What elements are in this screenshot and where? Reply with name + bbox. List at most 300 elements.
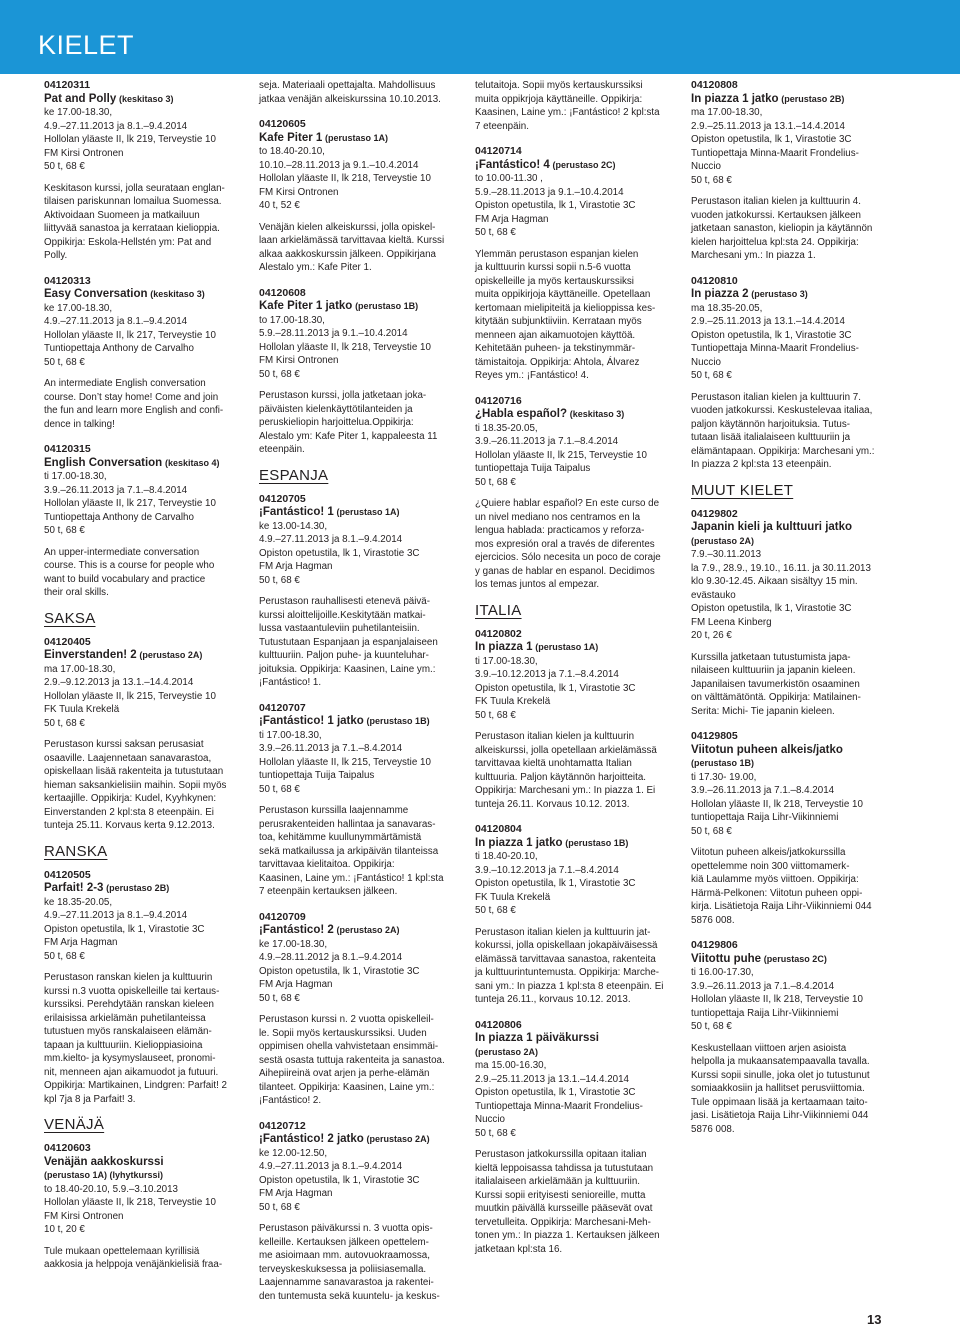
text-line: Hollolan yläaste II, lk 218, Terveystie 10	[259, 341, 431, 353]
text-line: Opiston opetustila, lk 1, Virastotie 3C	[691, 329, 852, 341]
text-line: opettelemme noin 300 viittomamerk-	[691, 860, 850, 872]
text-line: 3.9.–10.12.2013 ja 7.1.–8.4.2014	[475, 864, 619, 876]
text-line: jasi. Lisätietoja Raija Lihr-Viikinniemi 044	[691, 1110, 869, 1121]
text-line: 50 t, 68 €	[259, 368, 300, 380]
text-line: italialaiseen arkielämään ja kulttuuriin.	[475, 1176, 641, 1187]
text-line: Hollolan yläaste II, lk 215, Terveystie 10	[475, 449, 647, 461]
course-title	[44, 649, 240, 663]
course-level: (perustaso 1B)	[355, 301, 419, 311]
text-line: 4.9.–27.11.2013 ja 8.1.–9.4.2014	[259, 534, 403, 545]
text-line: mos expresión oral a través de diferentes	[475, 538, 655, 550]
course-title	[259, 1133, 455, 1147]
text-line: tuntiopettaja Raija Lihr-Viikinniemi	[691, 1007, 839, 1019]
course-title	[475, 837, 671, 851]
text-line: kirja. Lisätietoja Raija Lihr-Viikinniemi 044	[691, 901, 872, 912]
course-number: 04120709	[259, 910, 306, 923]
text-line: 5876 008.	[691, 1123, 735, 1135]
spacer	[259, 381, 455, 389]
text-line: Opiston opetustila, lk 1, Virastotie 3C	[475, 878, 636, 889]
course-title-text: Einverstanden! 2	[44, 649, 137, 661]
course-title	[691, 953, 887, 967]
text-line: tämistaitoja. Oppikirja: Ahtola, Álvarez	[475, 356, 640, 368]
text-line: kelleille. Kertauksen jälkeen opettelem-	[259, 1236, 429, 1248]
text-line: FM Arja Hagman	[475, 213, 549, 225]
text-line: sani ym.: In piazza 1 kpl:sta 8 eteenpäin. Ei	[475, 980, 664, 992]
text-line: Oppikirja: Eskola-Hellstén ym: Pat and	[44, 236, 212, 248]
text-line: ti 17.30- 19.00,	[691, 771, 757, 783]
text-line: Aihepiireinä ovat arjen ja perhe-elämän	[259, 1068, 430, 1079]
text-line: tutaan lisää italialaiseen kulttuuriin ja	[691, 432, 851, 443]
text-line: kurssi n.3 vuotta opiskelleille tai kertaus-	[44, 985, 220, 997]
text-line: Tuntiopettaja Anthony de Carvalho	[44, 343, 194, 354]
text-line: jatketaan sanaston, kieliopin ja käytännön	[691, 223, 873, 234]
text-line: Keskustellaan viittoen arjen asioista	[691, 1042, 847, 1054]
course-number: 04120603	[44, 1142, 91, 1154]
course-number: 04120405	[44, 635, 91, 648]
spacer	[259, 1108, 455, 1120]
text-line: Nuccio	[691, 356, 721, 368]
course-level: (perustaso 2B)	[106, 883, 170, 893]
text-line: alkeiskurssi, jolla opetellaan arkielämässä	[475, 744, 657, 756]
course-title	[259, 715, 455, 729]
text-line: la 7.9., 28.9., 19.10., 16.11. ja 30.11.2013	[691, 562, 871, 574]
text-line: tarvittavaa kielitaitoa. Oppikirja:	[259, 859, 395, 870]
text-line: Hollolan yläaste II, lk 218, Terveystie 10	[259, 173, 431, 184]
page-title: KIELET	[38, 30, 135, 60]
text-line: helpolla ja mukaansatempaavalla tavalla.	[691, 1056, 870, 1067]
course-level: (perustaso 2A)	[691, 535, 755, 546]
text-line: ja kulttuurin kurssi sopii n.5-6 vuotta	[475, 262, 631, 273]
text-line: FK Tuula Krekelä	[475, 891, 551, 903]
text-line: FM Kirsi Ontronen	[259, 355, 339, 366]
spacer	[691, 383, 887, 391]
course-title	[259, 132, 455, 146]
course-title-text: In piazza 1 päiväkurssi	[475, 1032, 600, 1044]
spacer	[691, 263, 887, 275]
course-level: (perustaso 2B)	[781, 93, 845, 104]
course-level: (perustaso 1A)	[336, 507, 400, 517]
spacer	[44, 1237, 240, 1245]
text-line: FM Leena Kinberg	[691, 616, 772, 628]
course-level: (perustaso 2A)	[366, 1134, 430, 1144]
text-line: Kehitetään puheen- ja tekstinymmär-	[475, 343, 636, 354]
text-line: 2.9.–9.12.2013 ja 13.1.–14.4.2014	[44, 677, 194, 688]
course-level: (perustaso 2A)	[475, 1046, 539, 1057]
text-line: Perustason rauhallisesti etenevä päivä-	[259, 596, 431, 607]
text-line: 50 t, 68 €	[475, 227, 516, 238]
text-line: me asioimaan mm. autovuokraamossa,	[259, 1250, 430, 1261]
text-line: muita oppikirjoja käyttäneille. Opetellaan	[475, 289, 651, 300]
text-line: Venäjän kielen alkeiskurssi, jolla opiskel-	[259, 221, 436, 233]
text-line: FM Kirsi Ontronen	[44, 147, 124, 159]
course-title-text: Kafe Piter 1 jatko	[259, 300, 353, 312]
spacer	[691, 1034, 887, 1042]
course-title	[691, 288, 887, 302]
course-number: 04129806	[691, 939, 738, 951]
spacer	[691, 643, 887, 651]
section-heading: SAKSA	[44, 609, 96, 627]
course-number: 04120311	[44, 79, 91, 91]
text-line: FM Arja Hagman	[44, 937, 118, 948]
course-title-text: In piazza 1	[475, 641, 533, 653]
text-line: Opiston opetustila, lk 1, Virastotie 3C	[259, 1174, 420, 1186]
text-line: ti 18.40-20.10,	[475, 851, 538, 862]
text-line: erilaisissa arkielämän puhetilanteissa	[44, 1012, 206, 1024]
course-title	[691, 744, 887, 758]
text-line: want to build vocabulary and practice	[44, 573, 206, 585]
course-title	[44, 457, 240, 471]
text-line: toa, kehitämme kuullunymmärtämistä	[259, 832, 422, 843]
text-line: Hollolan yläaste II, lk 217, Terveystie 10	[44, 498, 216, 509]
text-line: ke 17.00-18.30,	[259, 938, 328, 950]
text-line: ti 17.00-18.30,	[475, 655, 538, 667]
text-line: ejercicios. Sólo necesita un poco de coraje	[475, 552, 661, 563]
text-line: 3.9.–10.12.2013 ja 7.1.–8.4.2014	[475, 669, 619, 680]
text-line: Perustason kurssilla laajennamme	[259, 805, 409, 816]
text-line: tapaan ja kulttuuriin. Kielioppiasioina	[44, 1039, 203, 1051]
text-line: 4.9.–27.11.2013 ja 8.1.–9.4.2014	[44, 120, 188, 132]
text-line: on välttämätöntä. Oppikirja: Matilainen-	[691, 692, 861, 703]
spacer	[259, 457, 455, 465]
spacer	[259, 1005, 455, 1013]
text-line: 7 eteenpäin kertauksen jälkeen.	[259, 886, 398, 897]
text-line: y ganas de hablar en espanol. Decidimos	[475, 565, 655, 577]
text-line: nit, menneen ajan aikamuodot ja futuuri.	[44, 1066, 219, 1078]
text-line: kitytään subjunktiiviin. Kerrataan myös	[475, 316, 642, 327]
text-line: 50 t, 68 €	[691, 174, 732, 186]
course-number: 04120315	[44, 443, 91, 455]
text-line: päiväisten kielenkäyttötilanteiden ja	[259, 403, 413, 415]
text-line: 7.9.–30.11.2013	[691, 549, 762, 560]
course-number: 04120804	[475, 823, 522, 835]
course-title	[44, 93, 240, 107]
text-line: Nuccio	[475, 1114, 505, 1125]
text-line: Tule oppimaan lisää ja kertaamaan taito-	[691, 1096, 868, 1108]
text-line: Nuccio	[691, 161, 721, 172]
text-line: Oppikirja: Marchesani ym.: In piazza 1. Ei	[475, 785, 656, 796]
text-line: course. Don’t stay home! Come and join	[44, 391, 219, 403]
course-title-text: ¡Fantástico! 4	[475, 158, 550, 171]
text-line: liittyvää sanastoa ja kerrataan kielioppia.	[44, 223, 220, 234]
text-line: kurssi aloittelijoille.Keskitytään matkai-	[259, 609, 426, 621]
text-line: 50 t, 68 €	[44, 525, 85, 536]
text-line: tutustuen myös ranskalaiseen elämän-	[44, 1026, 212, 1037]
text-line: An intermediate English conversation	[44, 378, 206, 389]
course-title-text: In piazza 2	[691, 288, 749, 300]
text-line: 50 t, 68 €	[259, 574, 300, 586]
text-line: Opiston opetustila, lk 1, Virastotie 3C	[691, 603, 852, 614]
text-line: nilaiseen kulttuuriin ja japanin kieleen.	[691, 665, 856, 676]
text-line: Alestalo ym: Kafe Piter 1, kappaleesta 11	[259, 430, 438, 442]
text-line: kokurssi, jolla opiskellaan jokapäiväisessä	[475, 940, 658, 951]
text-line: 3.9.–26.11.2013 ja 7.1.–8.4.2014	[475, 436, 619, 447]
spacer	[475, 240, 671, 248]
text-line: 3.9.–26.11.2013 ja 7.1.–8.4.2014	[691, 785, 835, 796]
spacer	[44, 600, 240, 608]
text-line: tilaisen pariskunnan lomailua Suomessa.	[44, 196, 222, 207]
text-line: Härmä-Pelkonen: Viitotun puheen oppi-	[691, 887, 863, 899]
text-line: sekä matkailussa ja arkipäivän tilanteissa	[259, 845, 439, 857]
spacer	[259, 213, 455, 221]
spacer	[691, 187, 887, 195]
text-line: Kaasinen, Laine ym.: ¡Fantástico! 2 kpl:sta	[475, 107, 660, 118]
course-title	[259, 300, 455, 314]
text-line: tilanteet. Oppikirja: Kaasinen, Laine ym.:	[259, 1081, 435, 1093]
text-line: opiskelleille ja myös kertauskurssiksi	[475, 275, 634, 287]
text-line: to 18.40-20.10,	[259, 146, 325, 157]
text-line: Kurssilla jatketaan tutustumista japa-	[691, 651, 851, 663]
text-line: Perustason kurssi n. 2 vuotta opiskelleil-	[259, 1014, 434, 1025]
text-line: Keskitason kurssi, jolla seurataan englan-	[44, 182, 225, 194]
course-number: 04120505	[44, 868, 91, 881]
course-number: 04120712	[259, 1119, 306, 1132]
spacer	[44, 628, 240, 636]
text-line: tuntiopettaja Tuija Taipalus	[475, 463, 591, 474]
text-line: evästauko	[691, 589, 736, 601]
course-level: (perustaso 2A)	[139, 650, 203, 660]
text-line: muita oppikrjoja käyttäneille. Oppikirja:	[475, 93, 643, 105]
spacer	[259, 899, 455, 911]
course-title	[259, 924, 455, 938]
course-title-text: English Conversation	[44, 456, 163, 469]
text-line: 2.9.–25.11.2013 ja 13.1.–14.4.2014	[691, 316, 845, 327]
text-line: tunteja 26.11., korvaus 10.12. 2013.	[475, 994, 631, 1005]
course-title	[44, 1156, 240, 1170]
section-heading: MUUT KIELET	[691, 481, 794, 499]
text-line: kulttuuria. Paljon käytännön harjoitteita.	[475, 771, 647, 783]
course-level: (perustaso 1B)	[691, 758, 755, 768]
text-line: 4.9.–27.11.2013 ja 8.1.–9.4.2014	[44, 910, 188, 921]
text-line: Perustason päiväkurssi n. 3 vuotta opis-	[259, 1223, 433, 1234]
text-line: alkaa aakkoskurssin jälkeen. Oppikirjana	[259, 248, 436, 260]
course-level: (perustaso 2C)	[763, 953, 827, 964]
text-line: Perustason kurssi saksan perusasiat	[44, 739, 204, 750]
text-line: Alestalo ym.: Kafe Piter 1.	[259, 262, 372, 273]
text-line: ¿Quiere hablar español? En este curso de	[475, 498, 660, 509]
text-line: 3.9.–26.11.2013 ja 7.1.–8.4.2014	[44, 484, 188, 496]
section-heading: ESPANJA	[259, 466, 329, 484]
course-number: 04120716	[475, 394, 522, 407]
text-line: Tuntiopettaja Minna-Maarit Frondelius-	[691, 147, 859, 159]
text-line: kiä Laulamme myös viittoen. Oppikirja:	[691, 874, 859, 885]
text-line: 4.9.–28.11.2012 ja 8.1.–9.4.2014	[259, 952, 403, 963]
text-line: FM Kirsi Ontronen	[44, 1210, 124, 1222]
text-line: lussa vastaantuleviin puhetilanteisiin.	[259, 623, 420, 634]
text-line: 4.9.–27.11.2013 ja 8.1.–9.4.2014	[44, 316, 188, 327]
course-title	[44, 288, 240, 302]
course-title-text: Viitottu puhe	[691, 952, 762, 965]
text-line: Opiston opetustila, lk 1, Virastotie 3C	[259, 965, 420, 977]
text-line: 50 t, 68 €	[44, 950, 85, 962]
text-line: ke 18.35-20.05,	[44, 896, 113, 908]
text-line: ¡Fantástico! 2.	[259, 1095, 322, 1106]
course-number: 04120802	[475, 627, 522, 640]
text-line: Laajennamme sanavarastoa ja rakentei-	[259, 1277, 434, 1288]
course-title-text: ¿Habla español?	[475, 408, 568, 420]
text-line: Hollolan yläaste II, lk 215, Terveystie 10	[44, 690, 216, 702]
spacer	[691, 927, 887, 939]
text-line: Oppikirja: Martikainen, Lindgren: Parfait! 2	[44, 1080, 227, 1091]
spacer	[259, 796, 455, 804]
text-line: elämässä tarvittavaa sanastoa, rakenteita	[475, 953, 656, 965]
spacer	[44, 730, 240, 738]
text-line: Perustason italian kielen ja kulttuurin 7.	[691, 391, 861, 403]
text-line: 4.9.–27.11.2013 ja 8.1.–9.4.2014	[259, 1161, 403, 1172]
text-line: Hollolan yläaste II, lk 218, Terveystie 10	[44, 1197, 216, 1208]
text-line: mm.kielto- ja kysymyslauseet, pronomi-	[44, 1053, 216, 1064]
spacer	[259, 690, 455, 702]
text-line: somiaakkosiin ja hallitset perusviittomia.	[691, 1083, 865, 1094]
text-line: Tuntiopettaja Minna-Maarit Frondelius-	[475, 1100, 643, 1112]
text-line: FM Arja Hagman	[259, 1188, 333, 1199]
spacer	[475, 592, 671, 600]
text-line: 10.10.–28.11.2013 ja 9.1.–10.4.2014	[259, 159, 419, 171]
course-level: (perustaso 2C)	[552, 159, 616, 170]
course-level: (keskitaso 3)	[150, 289, 205, 299]
text-line: 2.9.–25.11.2013 ja 13.1.–14.4.2014	[475, 1073, 629, 1085]
text-line: vuoden jatkokurssi. Keskustelevaa italiaa,	[691, 405, 873, 416]
text-line: dence in talking!	[44, 418, 115, 430]
text-line: laan arkielämässä tarvittavaa kieltä. Kurssi	[259, 235, 445, 246]
text-line: FK Tuula Krekelä	[44, 704, 120, 715]
text-line: ti 16.00-17.30,	[691, 967, 754, 978]
spacer	[44, 1134, 240, 1142]
course-title	[44, 882, 240, 896]
text-line: In piazza 2 kpl:sta 13 eteenpäin.	[691, 459, 832, 470]
text-line: hieman saksankielisiin maihin. Sopii myös	[44, 779, 227, 791]
text-line: klo 9.30-12.45. Aikaan sisältyy 15 min.	[691, 576, 858, 587]
text-line: ma 15.00-16.30,	[475, 1060, 547, 1071]
section-heading: RANSKA	[44, 842, 108, 860]
text-line: Perustason jatkokurssilla opitaan italian	[475, 1149, 647, 1160]
text-line: jatkaa venäjän alkeiskurssina 10.10.2013.	[259, 93, 441, 105]
text-line: their oral skills.	[44, 587, 109, 598]
text-line: Kaasinen, Laine ym.: ¡Fantástico! 1 kpl:sta	[259, 872, 444, 884]
course-level: (perustaso 1B)	[565, 837, 629, 848]
text-line: Perustason kurssi, jolla jatketaan joka-	[259, 390, 427, 401]
course-number: 04120707	[259, 701, 306, 714]
text-line: Opiston opetustila, lk 1, Virastotie 3C	[475, 200, 636, 211]
text-line: 50 t, 68 €	[44, 161, 85, 172]
text-line: 50 t, 68 €	[475, 905, 516, 916]
text-line: kpl 7ja 8 ja Parfait! 3.	[44, 1093, 136, 1105]
text-line: 50 t, 68 €	[691, 370, 732, 381]
course-title-text: Parfait! 2-3	[44, 882, 104, 894]
text-line: 3.9.–26.11.2013 ja 7.1.–8.4.2014	[259, 743, 403, 754]
text-line: perusrakenteiden hallintaa ja sanavaras-	[259, 818, 436, 830]
text-line: seja. Materiaali opettajalta. Mahdollisuus	[259, 80, 436, 91]
text-line: Perustason italian kielen ja kulttuurin 4.	[691, 196, 861, 207]
text-line: kulttuuriin. Paljon puhe- ja kuunteluhar-	[259, 650, 429, 661]
text-line: to 10.00-11.30 ,	[475, 173, 543, 184]
text-line: FM Kirsi Ontronen	[259, 186, 339, 198]
text-line: Marchesani ym.: In piazza 1.	[691, 250, 816, 261]
text-line: paljon käytännön harjoituksia. Tutus-	[691, 418, 851, 430]
text-line: aakkosia ja helppoja venäjänkielisiä fraa-	[44, 1259, 223, 1270]
spacer	[475, 811, 671, 823]
text-line: kertaajille. Oppikirja: Kudel, Kyyhkynen:	[44, 793, 217, 804]
text-line: ke 17.00-18.30,	[44, 302, 113, 314]
spacer	[691, 838, 887, 846]
text-line: osaaville. Laajennetaan sanavarastoa,	[44, 752, 212, 764]
course-title	[691, 521, 887, 535]
course-title	[475, 408, 671, 422]
text-line: vuoden jatkokurssi. Kertauksen jälkeen	[691, 209, 861, 221]
text-line: 7 eteenpäin.	[475, 120, 529, 132]
text-line: oppimisen ohella vahvistetaan ensimmäi-	[259, 1041, 439, 1052]
text-line: ke 17.00-18.30,	[44, 107, 113, 118]
text-line: muutkin päivällä kursseille pääsevät ovat	[475, 1203, 653, 1214]
course-number: 04120810	[691, 274, 738, 287]
text-line: Tuntiopettaja Minna-Maarit Frondelius-	[691, 343, 859, 354]
column-2	[259, 79, 455, 1303]
text-line: tunteja 25.11. Korvaus kerta 9.12.2013.	[44, 820, 215, 831]
course-number: 04120605	[259, 118, 306, 130]
spacer	[259, 106, 455, 118]
text-line: telutaitoja. Sopii myös kertauskurssiksi	[475, 80, 643, 91]
text-line: jatketaan kpl:sta 16.	[475, 1243, 563, 1255]
spacer	[691, 718, 887, 730]
text-line: 50 t, 68 €	[475, 709, 516, 721]
text-line: tuntiopettaja Tuija Taipalus	[259, 770, 375, 781]
text-line: 3.9.–26.11.2013 ja 7.1.–8.4.2014	[691, 980, 835, 992]
text-line: course. This is a course for people who	[44, 560, 215, 571]
text-line: An upper-intermediate conversation	[44, 546, 200, 558]
course-number: 04120714	[475, 145, 522, 157]
course-title-text: Viitotun puheen alkeis/jatko	[691, 743, 843, 756]
text-line: lengua hablada: practicamos y reforza-	[475, 525, 645, 536]
text-line: FK Tuula Krekelä	[475, 696, 551, 707]
text-line: Tule mukaan opettelemaan kyrillisiä	[44, 1245, 200, 1257]
text-line: 50 t, 68 €	[475, 476, 516, 488]
text-line: 50 t, 68 €	[691, 1021, 732, 1032]
text-line: to 17.00-18.30,	[259, 314, 325, 326]
spacer	[475, 489, 671, 497]
spacer	[44, 174, 240, 182]
text-line: ke 12.00-12.50,	[259, 1147, 328, 1159]
text-line: ke 13.00-14.30,	[259, 520, 328, 532]
course-title-text: ¡Fantástico! 2	[259, 924, 334, 936]
text-line: Opiston opetustila, lk 1, Virastotie 3C	[259, 547, 420, 559]
course-number: 04129805	[691, 730, 738, 742]
text-line: Perustason ranskan kielen ja kulttuurin	[44, 972, 213, 983]
text-line: 20 t, 26 €	[691, 630, 732, 641]
course-title	[259, 506, 455, 520]
spacer	[475, 620, 671, 628]
text-line: Hollolan yläaste II, lk 219, Terveystie 10	[44, 134, 216, 145]
spacer	[44, 369, 240, 377]
text-line: Tutustutaan Espanjaan ja espanjalaiseen	[259, 636, 438, 648]
spacer	[44, 431, 240, 443]
section-heading: ITALIA	[475, 601, 522, 619]
text-line: ti 18.35-20.05,	[475, 422, 538, 434]
course-title-text: ¡Fantástico! 1	[259, 506, 334, 518]
spacer	[44, 263, 240, 275]
text-line: tuntiopettaja Raija Lihr-Viikinniemi	[691, 812, 839, 823]
text-line: tonen ym.: In piazza 1. Kertauksen jälkeen	[475, 1230, 660, 1241]
text-line: Polly.	[44, 250, 68, 261]
spacer	[475, 1007, 671, 1019]
spacer	[259, 587, 455, 595]
text-line: 50 t, 68 €	[259, 1201, 300, 1213]
text-line: 40 t, 52 €	[259, 200, 300, 211]
course-level: (perustaso 2A)	[336, 925, 400, 935]
text-line: Serita: Michi- Tie japanin kieleen.	[691, 705, 835, 717]
course-title	[475, 641, 671, 655]
text-line: Perustason italian kielen ja kulttuurin jat-	[475, 926, 651, 938]
text-line: the fun and learn more English and confi-	[44, 405, 224, 416]
text-line: ti 17.00-18.30,	[259, 729, 322, 741]
